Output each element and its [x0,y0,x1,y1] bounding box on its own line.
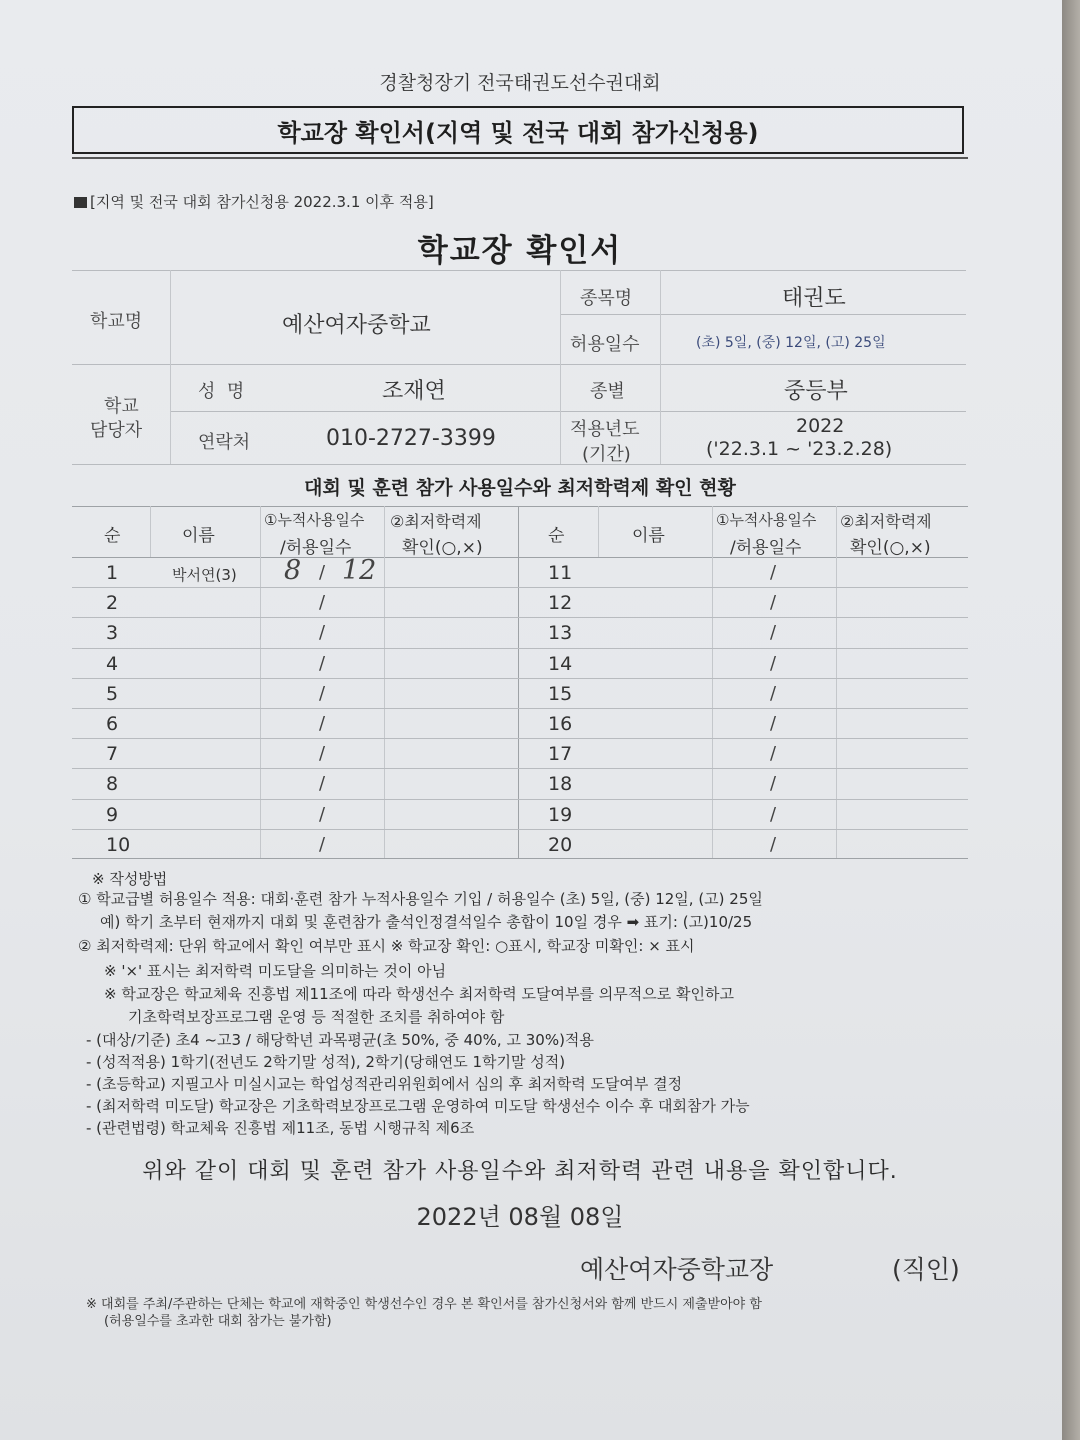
competition-name: 경찰청장기 전국태권도선수권대회 [379,72,661,94]
manager-label-1: 학교 [104,396,139,417]
table-col-line [260,506,261,858]
note-2: ② 최저학력제: 단위 학교에서 확인 여부만 표시 ※ 학교장 확인: ○표시, 학교장 미확인: × 표시 [78,937,695,955]
days-separator: / [770,713,777,734]
event-value: 태권도 [782,286,846,311]
row-number: 4 [106,653,119,675]
header-min-sub: 확인(○,×) [402,538,483,558]
info-line [560,270,561,464]
row-number: 12 [548,592,573,614]
row-number: 3 [106,622,119,644]
desk-background [1062,0,1080,1440]
name-label: 성 명 [198,381,245,402]
header-min-sub: 확인(○,×) [850,538,931,558]
row-line [72,648,968,649]
note-2-b1: ※ 학교장은 학교체육 진흥법 제11조에 따라 학생선수 최저학력 도달여부를 의무적으로 확인하고 [104,985,734,1003]
row-line [72,738,968,739]
days-separator: / [770,622,777,643]
division-value: 중등부 [784,379,848,404]
days-separator: / [319,713,326,734]
doc-title: 학교장 확인서 [417,233,623,269]
student-name: 박서연(3) [172,566,237,584]
days-separator: / [319,834,326,855]
info-line [660,270,661,464]
manager-label-2: 담당자 [90,420,143,441]
issue-date: 2022년 08월 08일 [416,1203,624,1231]
confirm-statement: 위와 같이 대회 및 훈련 참가 사용일수와 최저학력 관련 내용을 확인합니다. [142,1159,898,1184]
header-days: ①누적사용일수 [716,511,817,529]
row-line [72,678,968,679]
days-separator: / [319,773,326,794]
detail-4: - (최저학력 미도달) 학교장은 기초학력보장프로그램 운영하여 미도달 학생선수 이수 후 대회참가 가능 [86,1097,750,1115]
note-1-example: 예) 학기 초부터 현재까지 대회 및 훈련참가 출석인정결석일수 총합이 10일 경우 ➡ 표기: (고)10/25 [100,913,753,931]
year-label-1: 적용년도 [570,419,640,440]
row-number: 7 [106,743,119,765]
row-number: 11 [548,562,573,584]
division-label: 종별 [590,381,625,402]
days-separator: / [319,562,326,583]
allow-value: (초) 5일, (중) 12일, (고) 25일 [696,335,886,351]
status-title: 대회 및 훈련 참가 사용일수와 최저학력제 확인 현황 [304,477,736,499]
school-value: 예산여자중학교 [282,313,431,338]
note-1: ① 학교급별 허용일수 적용: 대회·훈련 참가 누적사용일수 기입 / 허용일수 (초) 5일, (중) 12일, (고) 25일 [78,890,763,908]
table-top-line [72,506,968,507]
school-label: 학교명 [90,311,143,332]
table-col-line [836,506,837,858]
days-separator: / [770,683,777,704]
used-days-handwritten: 8 [284,555,302,586]
row-line [72,799,968,800]
square-bullet-icon [74,197,87,208]
table-col-line [712,506,713,858]
row-line [72,708,968,709]
info-line [170,411,966,412]
header-min: ②최저학력제 [840,512,932,531]
header-days-sub: /허용일수 [730,538,802,558]
days-separator: / [770,562,777,583]
header-no: 순 [104,526,121,546]
days-separator: / [319,683,326,704]
row-number: 9 [106,804,119,826]
row-number: 16 [548,713,573,735]
info-line [72,464,966,465]
table-header-line [72,557,968,558]
row-number: 17 [548,743,573,765]
note-2-b2: 기초학력보장프로그램 운영 등 적절한 조치를 취하여야 함 [128,1008,505,1026]
row-number: 15 [548,683,573,705]
row-line [72,829,968,830]
row-number: 1 [106,562,119,584]
event-label: 종목명 [580,288,633,309]
days-separator: / [319,622,326,643]
year-value: 2022 [796,415,845,437]
header-days-sub: /허용일수 [280,538,352,558]
row-number: 8 [106,773,119,795]
table-col-line [150,506,151,557]
header-days: ①누적사용일수 [264,511,365,529]
row-number: 13 [548,622,573,644]
allow-label: 허용일수 [570,334,640,355]
detail-5: - (관련법령) 학교체육 진흥법 제11조, 동법 시행규칙 제6조 [86,1119,475,1137]
table-bottom-line [72,858,968,859]
days-separator: / [770,773,777,794]
days-separator: / [319,743,326,764]
name-value: 조재연 [382,379,446,404]
days-separator: / [770,653,777,674]
period-value: ('22.3.1 ~ '23.2.28) [706,438,893,460]
row-number: 5 [106,683,119,705]
info-line [72,364,966,365]
header-min: ②최저학력제 [390,512,482,531]
days-separator: / [319,804,326,825]
notes-heading: ※ 작성방법 [92,870,168,888]
table-mid-line [518,506,519,858]
contact-label: 연락처 [198,432,251,453]
header-no: 순 [548,526,565,546]
row-number: 2 [106,592,119,614]
days-separator: / [319,653,326,674]
detail-3: - (초등학교) 지필고사 미실시교는 학업성적관리위원회에서 심의 후 최저학력 도달여부 결정 [86,1075,683,1093]
official-seal: (직인) [892,1255,960,1284]
allowed-days-handwritten: 12 [342,555,377,586]
days-separator: / [770,592,777,613]
detail-2: - (성적적용) 1학기(전년도 2학기말 성적), 2학기(당해연도 1학기말 성적) [86,1053,566,1071]
info-line [170,270,171,464]
header-name: 이름 [182,526,215,546]
info-line [72,270,966,271]
days-separator: / [319,592,326,613]
row-number: 10 [106,834,131,856]
row-number: 6 [106,713,119,735]
header-name: 이름 [632,526,665,546]
apply-note [74,191,434,212]
days-separator: / [770,804,777,825]
days-separator: / [770,834,777,855]
info-line [560,314,966,315]
row-number: 14 [548,653,573,675]
note-2-a: ※ '×' 표시는 최저학력 미도달을 의미하는 것이 아님 [104,962,447,980]
row-number: 19 [548,804,573,826]
table-col-line [384,506,385,858]
principal-name: 예산여자중학교장 [580,1255,774,1284]
row-line [72,587,968,588]
contact-value: 010-2727-3399 [326,426,496,451]
row-line [72,768,968,769]
row-number: 18 [548,773,573,795]
year-label-2: (기간) [582,444,631,465]
banner-title: 학교장 확인서(지역 및 전국 대회 참가신청용) [72,106,964,154]
footer-note-2: (허용일수를 초과한 대회 참가는 불가함) [104,1314,332,1329]
days-separator: / [770,743,777,764]
footer-note-1: ※ 대회를 주최/주관하는 단체는 학교에 재학중인 학생선수인 경우 본 확인서를 참가신청서와 함께 반드시 제출받아야 함 [86,1297,762,1312]
table-col-line [598,506,599,557]
apply-note-text: [지역 및 전국 대회 참가신청용 2022.3.1 이후 적용] [90,193,434,211]
row-number: 20 [548,834,573,856]
row-line [72,617,968,618]
detail-1: - (대상/기준) 초4 ~고3 / 해당학년 과목평균(초 50%, 중 40%, 고 30%)적용 [86,1031,594,1049]
banner-underline [72,157,968,159]
